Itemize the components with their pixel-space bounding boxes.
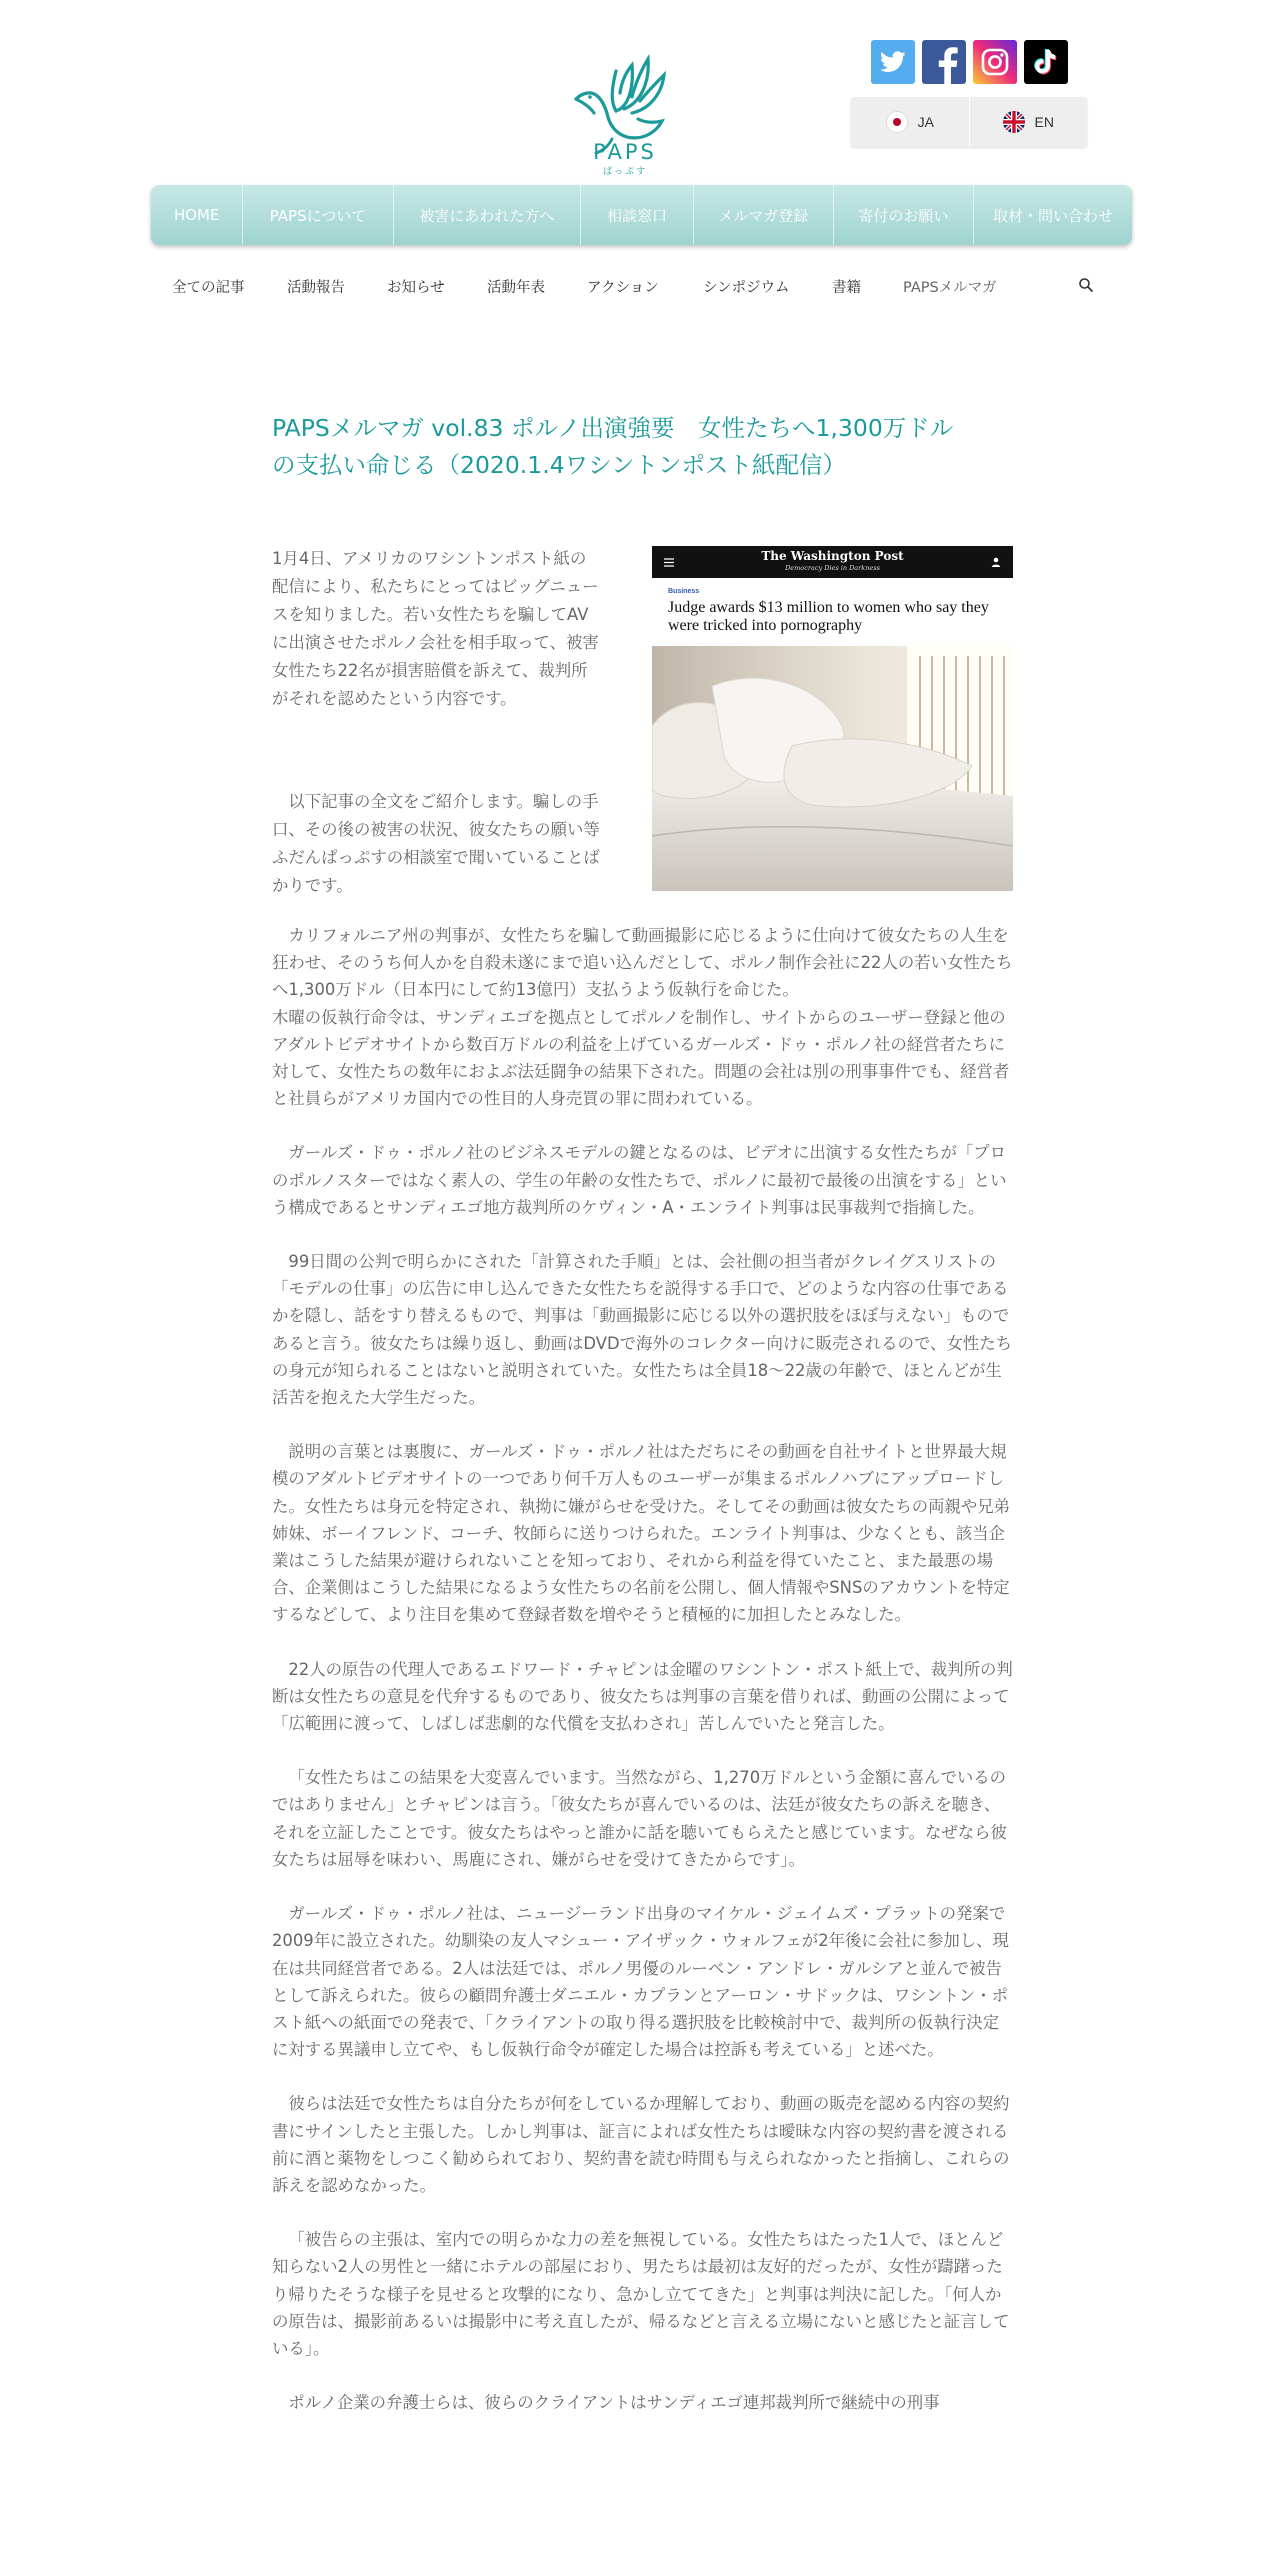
language-option-en[interactable]: [969, 97, 1088, 147]
nav-victims[interactable]: 被害にあわれた方へ: [394, 185, 582, 245]
article-title: [272, 410, 1012, 484]
article-paragraph: ガールズ・ドゥ・ポルノ社は、ニュージーランド出身のマイケル・ジェイムズ・プラットの発案で2009年に設立された。幼馴染の友人マシュー・アイザック・ウォルフェが2年後に会社に参加し、現在は共同経営者である。2人は法廷では、ポルノ男優のルーベン・アンドレ・ガルシアと並んで被告として訴えられた。彼らの顧問弁護士ダニエル・カプランとアーロン・サドックは、ワシントン・ポスト紙への紙面での発表で、「クライアントの取り得る選択肢を比較検討中で、裁判所の仮執行決定に対する異議申し立てや、もし仮執行命令が確定した場合は控訴も考えている」と述べた。: [272, 1904, 1009, 2060]
bed-photo: [652, 646, 1013, 891]
nav-consultation[interactable]: 相談窓口: [581, 185, 693, 245]
menu-icon: [664, 558, 674, 567]
wapo-masthead-name: The Washington Post: [761, 549, 904, 563]
logo-text: PAPS: [593, 140, 657, 164]
wapo-header-bar: [652, 546, 1013, 578]
wapo-masthead: [761, 550, 903, 574]
wapo-section: Business: [668, 588, 700, 595]
article-paragraph: 「女性たちはこの結果を大変喜んでいます。当然ながら、1,270万ドルという金額に喜んでいるのではありません」とチャピンは言う。「彼女たちが喜んでいるのは、法廷が彼女たちの訴えを聴き、それを立証したことです。彼女たちはやっと誰かに話を聴いてもらえたと感じています。なぜなら彼女たちは屈辱を味わい、馬鹿にされ、嫌がらせを受けてきたからです」。: [272, 1768, 1007, 1869]
article-intro-2: [272, 788, 602, 900]
category-all[interactable]: 全ての記事: [172, 280, 245, 296]
nav-newsletter[interactable]: メルマガ登録: [694, 185, 834, 245]
article-paragraph: 説明の言葉とは裏腹に、ガールズ・ドゥ・ポルノ社はただちにその動画を自社サイトと世界最大規模のアダルトビデオサイトの一つであり何千万人ものユーザーが集まるポルノハブにアップロードした。女性たちは身元を特定され、執拗に嫌がらせを受けた。そしてその動画は彼女たちの両親や兄弟姉妹、ボーイフレンド、コーチ、牧師らに送りつけられた。エンライト判事は、少なくとも、該当企業はこうした結果が避けられないことを知っており、それから利益を得ていたこと、また最悪の場合、企業側はこうした結果になるよう女性たちの名前を公開し、個人情報やSNSのアカウントを特定するなどして、より注目を集めて登録者数を増やそうと積極的に加担したとみなした。: [272, 1442, 1011, 1625]
article-title-line1: PAPSメルマガ vol.83 ポルノ出演強要 女性たちへ1,300万ドル: [272, 414, 954, 442]
category-newsletter[interactable]: PAPSメルマガ: [903, 280, 997, 296]
social-links: [871, 40, 1068, 84]
category-symposium[interactable]: シンポジウム: [703, 280, 790, 296]
user-icon: [991, 557, 1001, 567]
article-paragraph: ポルノ企業の弁護士らは、彼らのクライアントはサンディエゴ連邦裁判所で継続中の刑事: [288, 2393, 940, 2413]
article-image: [652, 546, 1013, 891]
category-timeline[interactable]: 活動年表: [487, 280, 545, 296]
nav-donation[interactable]: 寄付のお願い: [834, 185, 974, 245]
category-news[interactable]: お知らせ: [387, 280, 445, 296]
article-paragraph: 「被告らの主張は、室内での明らかな力の差を無視している。女性たちはたった1人で、ほとんど知らない2人の男性と一緒にホテルの部屋におり、男たちは最初は友好的だったが、女性が躊躇ったり帰りたそうな様子を見せると攻撃的になり、急かし立ててきた」と判事は判決に記した。「何人かの原告は、撮影前あるいは撮影中に考え直したが、帰るなどと言える立場にないと感じたと証言している」。: [272, 2230, 1010, 2358]
logo-subtext: ぱっぷす: [602, 167, 647, 177]
article-paragraph: 22人の原告の代理人であるエドワード・チャピンは金曜のワシントン・ポスト紙上で、裁判所の判断は女性たちの意見を代弁するものであり、彼女たちは判事の言葉を借りれば、動画の公開によって「広範囲に渡って、しばしば悲劇的な代償を支払わされ」苦しんでいたと発言した。: [272, 1659, 1013, 1734]
tiktok-icon[interactable]: [1024, 40, 1068, 84]
japan-flag-icon: [886, 111, 908, 133]
language-label-en: EN: [1034, 114, 1054, 130]
article-title-line2: の支払い命じる（2020.1.4ワシントンポスト紙配信）: [272, 451, 847, 479]
twitter-icon[interactable]: [871, 40, 915, 84]
article-paragraph: カリフォルニア州の判事が、女性たちを騙して動画撮影に応じるように仕向けて彼女たちの人生を狂わせ、そのうち何人かを自殺未遂にまで追い込んだとして、ポルノ制作会社に22人の若い女性たちへ1,300万ドル（日本円にして約13億円）支払うよう仮執行を命じた。 木曜の仮執行命令は、サンディエゴを拠点としてポルノを制作し、サイトからのユーザー登録と他のアダルトビデオサイトから数百万ドルの利益を上げているガールズ・ドゥ・ポルノ社の経営者たちに対して、女性たちの数年におよぶ法廷闘争の結果下された。問題の会社は別の刑事事件でも、経営者と社員らがアメリカ国内での性目的人身売買の罪に問われている。: [272, 926, 1013, 1109]
article-paragraph: 99日間の公判で明らかにされた「計算された手順」とは、会社側の担当者がクレイグスリストの「モデルの仕事」の広告に申し込んできた女性たちを説得する手口で、どのような内容の仕事であるかを隠し、話をすり替えるもので、判事は「動画撮影に応じる以外の選択肢をほぼ与えない」ものであると言う。彼女たちは繰り返し、動画はDVDで海外のコレクター向けに販売されるので、女性たちの身元が知られることはないと説明されていた。女性たちは全員18～22歳の年齢で、ほとんどが生活苦を抱えた大学生だった。: [272, 1252, 1012, 1408]
language-label-ja: JA: [917, 114, 934, 130]
main-nav: [151, 185, 1132, 245]
article-paragraph: 彼らは法廷で女性たちは自分たちが何をしているか理解しており、動画の販売を認める内容の契約書にサインしたと主張した。しかし判事は、証言によれば女性たちは曖昧な内容の契約書を渡される前に酒と薬物をしつこく勧められており、契約書を読む時間も与えられなかったと指摘し、これらの訴えを認めなかった。: [272, 2094, 1010, 2195]
category-activity-report[interactable]: 活動報告: [287, 280, 345, 296]
facebook-icon[interactable]: [922, 40, 966, 84]
intro-paragraph: 以下記事の全文をご紹介します。騙しの手口、その後の被害の状況、彼女たちの願い等ふだんぱっぷすの相談室で聞いていることばかりです。: [272, 792, 600, 895]
category-bar: [172, 270, 1284, 300]
nav-contact[interactable]: 取材・問い合わせ: [992, 206, 1113, 225]
category-action[interactable]: アクション: [587, 280, 659, 296]
instagram-icon[interactable]: [973, 40, 1017, 84]
article-intro-1: [272, 545, 602, 713]
search-icon[interactable]: [1078, 277, 1094, 293]
category-books[interactable]: 書籍: [832, 280, 861, 296]
intro-paragraph: 1月4日、アメリカのワシントンポスト紙の配信により、私たちにとってはビッグニュースを知りました。若い女性たちを騙してAVに出演させたポルノ会社を相手取って、被害女性たち22名が損害賠償を訴えて、裁判所がそれを認めたという内容です。: [272, 549, 599, 708]
wapo-headline: Judge awards $13 million to women who say they were tricked into pornography: [668, 599, 989, 634]
article-body: [272, 922, 1014, 2443]
language-option-ja[interactable]: [851, 97, 969, 147]
wapo-tagline: Democracy Dies in Darkness: [785, 564, 880, 572]
language-switcher: [851, 97, 1087, 147]
nav-home[interactable]: HOME: [151, 185, 243, 245]
article-paragraph: ガールズ・ドゥ・ポルノ社のビジネスモデルの鍵となるのは、ビデオに出演する女性たちが「プロのポルノスターではなく素人の、学生の年齢の女性たちで、ポルノに最初で最後の出演をする」という構成であるとサンディエゴ地方裁判所のケヴィン・A・エンライト判事は民事裁判で指摘した。: [272, 1143, 1007, 1217]
nav-about[interactable]: PAPSについて: [243, 185, 393, 245]
uk-flag-icon: [1003, 111, 1025, 133]
